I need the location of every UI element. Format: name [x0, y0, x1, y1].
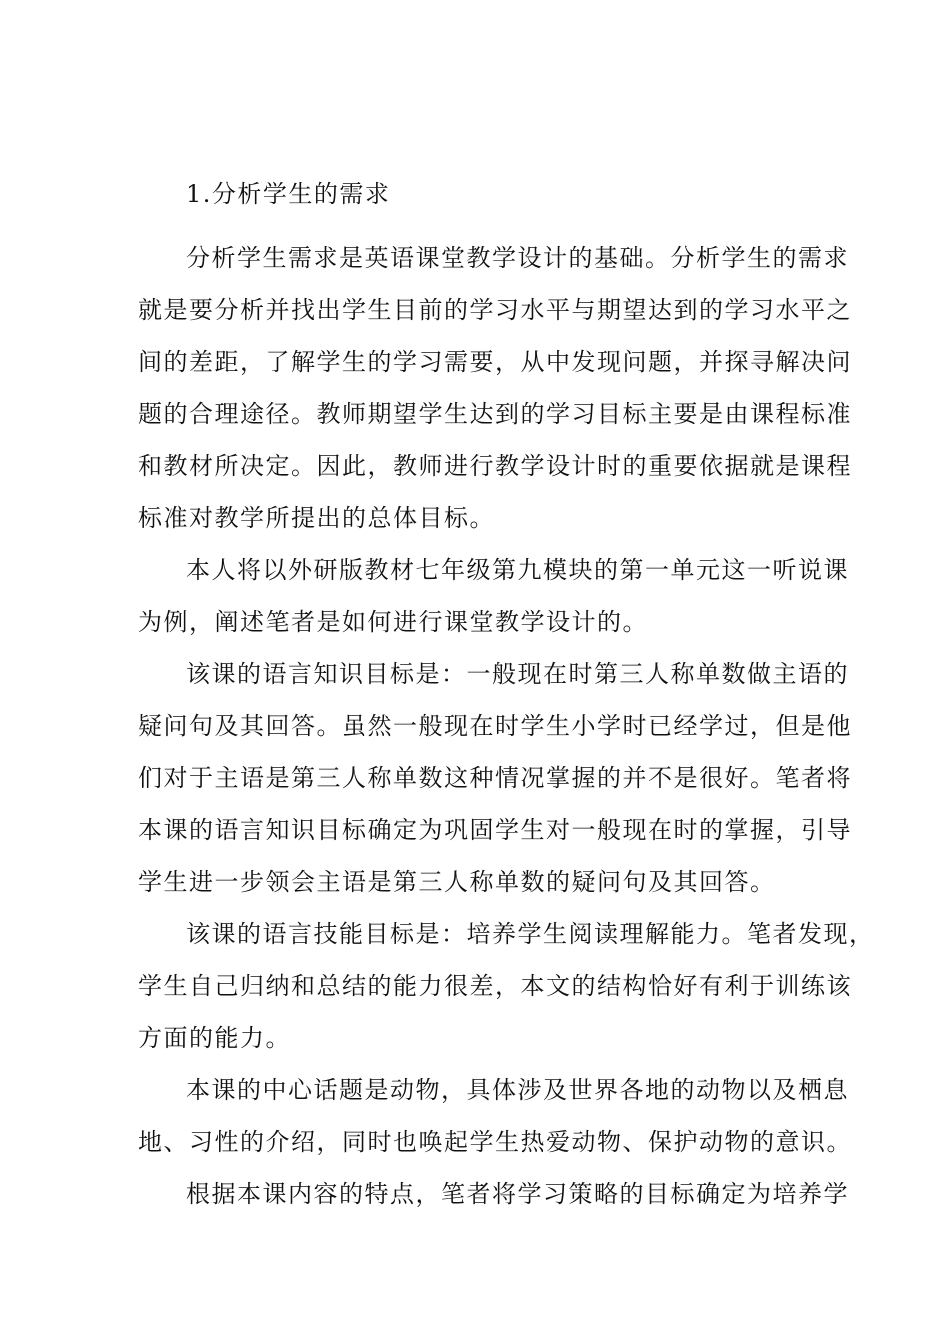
paragraph-1: [138, 238, 852, 550]
paragraph-line: 本课的语言知识目标确定为巩固学生对一般现在时的掌握，引导: [138, 816, 852, 844]
paragraph-line: 地、习性的介绍，同时也唤起学生热爱动物、保护动物的意识。: [138, 1128, 852, 1156]
paragraph-2: [138, 550, 849, 654]
paragraph-line: 该课的语言技能目标是：培养学生阅读理解能力。笔者发现，: [186, 920, 875, 948]
paragraph-line: 和教材所决定。因此，教师进行教学设计时的重要依据就是课程: [138, 452, 852, 480]
paragraph-3: [138, 654, 852, 914]
paragraph-line: 学生进一步领会主语是第三人称单数的疑问句及其回答。: [138, 868, 776, 896]
paragraph-line: 标准对教学所提出的总体目标。: [138, 504, 495, 532]
paragraph-line: 题的合理途径。教师期望学生达到的学习目标主要是由课程标准: [138, 400, 852, 428]
paragraph-line: 间的差距，了解学生的学习需要，从中发现问题，并探寻解决问: [138, 348, 852, 376]
paragraph-line: 就是要分析并找出学生目前的学习水平与期望达到的学习水平之: [138, 296, 852, 324]
paragraph-line: 根据本课内容的特点，笔者将学习策略的目标确定为培养学: [186, 1180, 849, 1208]
paragraph-6: [138, 1174, 849, 1226]
section-heading: 1.分析学生的需求: [186, 180, 391, 208]
document-page: [138, 176, 875, 1226]
paragraph-line: 为例，阐述笔者是如何进行课堂教学设计的。: [138, 608, 648, 636]
paragraph-line: 方面的能力。: [138, 1024, 291, 1052]
paragraph-4: [138, 914, 875, 1070]
paragraph-line: 分析学生需求是英语课堂教学设计的基础。分析学生的需求: [186, 244, 849, 272]
paragraph-line: 学生自己归纳和总结的能力很差，本文的结构恰好有利于训练该: [138, 972, 852, 1000]
paragraph-line: 疑问句及其回答。虽然一般现在时学生小学时已经学过，但是他: [138, 712, 852, 740]
paragraph-line: 们对于主语是第三人称单数这种情况掌握的并不是很好。笔者将: [138, 764, 852, 792]
paragraph-line: 本人将以外研版教材七年级第九模块的第一单元这一听说课: [186, 556, 849, 584]
paragraph-5: [138, 1070, 852, 1174]
paragraph-line: 本课的中心话题是动物，具体涉及世界各地的动物以及栖息: [186, 1076, 849, 1104]
paragraph-line: 该课的语言知识目标是：一般现在时第三人称单数做主语的: [186, 660, 849, 688]
